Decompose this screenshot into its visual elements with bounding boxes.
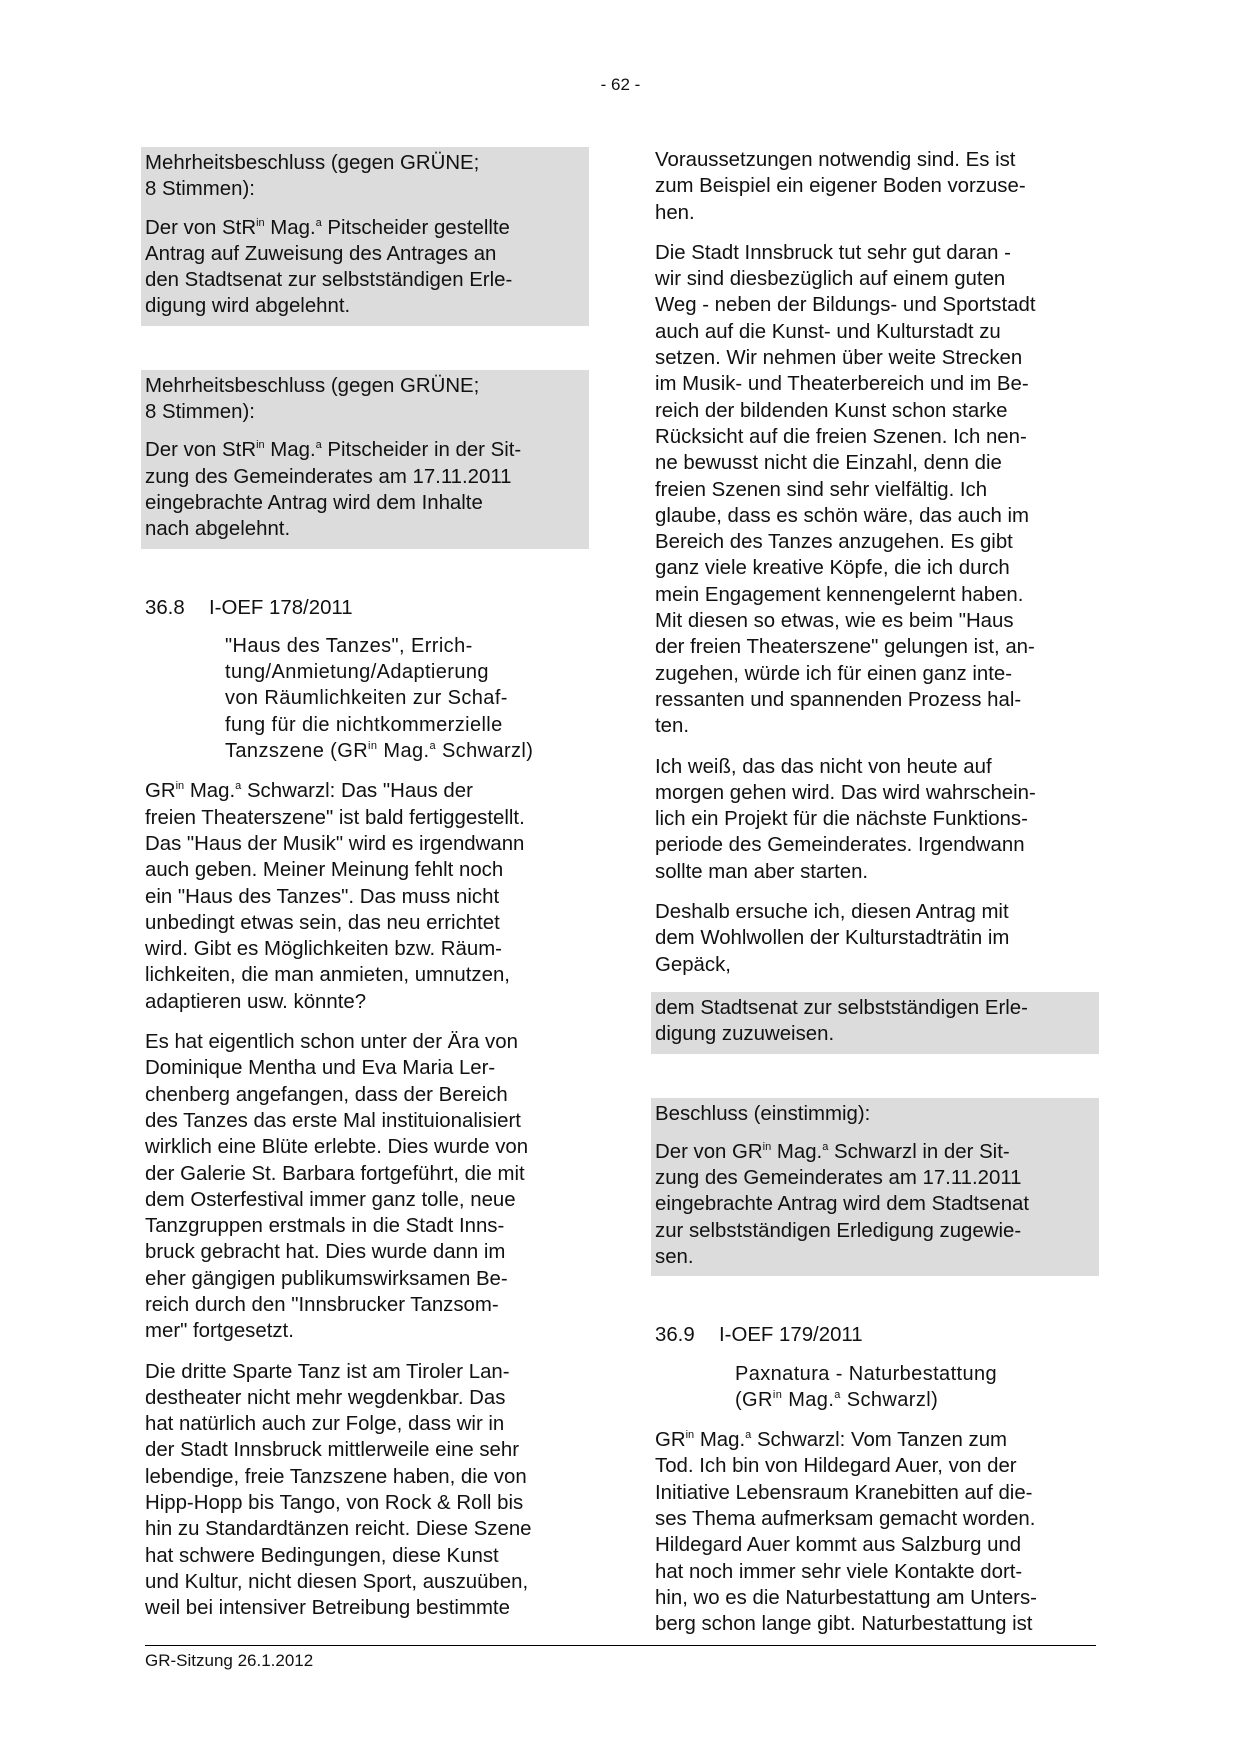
- paragraph: Es hat eigentlich schon unter der Ära von Dominique Mentha und Eva Maria Ler- chenberg angefangen, dass der Bereich des Tanzes das erste Mal instituionalisiert wirklich eine Blüte erlebte. Dies wurde von der Galerie St. Barbara fortgeführt, die mit dem Osterfestival immer ganz tolle, neue Tanzgruppen erstmals in die Stadt Inns- bruck gebracht hat. Dies wurde dann im eher gängigen publikumswirksamen Be- reich durch den "Innsbrucker Tanzsom- mer" fortgesetzt.: [145, 1031, 529, 1343]
- agenda-item-subject: "Haus des Tanzes", Errich- tung/Anmietung/Adaptierung von Räumlichkeiten zur Schaf- fung für die nichtkommerzielle Tanzszene ($GR^{in}$ Mag.$^a$ Schwarzl): [225, 634, 534, 763]
- agenda-item-code: I-OEF 179/2011: [719, 1324, 863, 1347]
- right-column: [655, 147, 1095, 1652]
- footer-text: GR-Sitzung 26.1.2012: [145, 1651, 314, 1670]
- paragraph: $GR^{in}$ Mag.$^a$ Schwarzl: Das "Haus der freien Theaterszene" ist bald fertiggestellt. Das "Haus der Musik" wird es irgendwann auch geben. Meiner Meinung fehlt noch ein "Haus des Tanzes". Das muss nicht unbedingt etwas sein, das neu errichtet wird. Gibt es Möglichkeiten bzw. Räum- lichkeiten, die man anmieten, umnutzen, adaptieren usw. könnte?: [145, 780, 525, 1013]
- left-column: [145, 147, 585, 1636]
- paragraph: $GR^{in}$ Mag.$^a$ Schwarzl: Vom Tanzen zum Tod. Ich bin von Hildegard Auer, von der Initiative Lebensraum Kranebitten auf die- ses Thema aufmerksam gemacht worden. Hildegard Auer kommt aus Salzburg und hat noch immer sehr viele Kontakte dort- hin, wo es die Naturbestattung am Unters- berg schon lange gibt. Naturbestattung ist: [655, 1429, 1037, 1636]
- resolution-heading: Beschluss (einstimmig):: [655, 1102, 871, 1125]
- agenda-item-header: [655, 1322, 1095, 1348]
- resolution-box-1: [141, 147, 589, 326]
- paragraph: Die dritte Sparte Tanz ist am Tiroler Lan- destheater nicht mehr wegdenkbar. Das hat natürlich auch zur Folge, dass wir in der Stadt Innsbruck mittlerweile eine sehr lebendige, freie Tanzszene haben, die von Hipp-Hopp bis Tango, von Rock & Roll bis hin zu Standardtänzen reicht. Diese Szene hat schwere Bedingungen, diese Kunst und Kultur, nicht diesen Sport, auszuüben, weil bei intensiver Betreibung bestimmte: [145, 1360, 532, 1620]
- motion-text: dem Stadtsenat zur selbstständigen Erle- digung zuzuweisen.: [655, 996, 1028, 1046]
- paragraph: Deshalb ersuche ich, diesen Antrag mit dem Wohlwollen der Kulturstadträtin im Gepäck,: [655, 901, 1010, 976]
- resolution-heading: Mehrheitsbeschluss (gegen GRÜNE; 8 Stimmen):: [145, 152, 480, 201]
- resolution-text: Der von $GR^{in}$ Mag.$^a$ Schwarzl in der Sit- zung des Gemeinderates am 17.11.2011 eingebrachte Antrag wird dem Stadtsenat zur selbstständigen Erledigung zugewie- sen.: [655, 1140, 1030, 1268]
- agenda-item-number: 36.9: [655, 1324, 695, 1347]
- agenda-item-header: [145, 595, 585, 621]
- resolution-box-2: [141, 370, 589, 549]
- resolution-text: Der von StR$^{in}$ Mag.$^a$ Pitscheider gestellte Antrag auf Zuweisung des Antrages an den Stadtsenat zur selbstständigen Erle- digung wird abgelehnt.: [145, 216, 513, 318]
- motion-box: [651, 992, 1099, 1054]
- paragraph: Ich weiß, das das nicht von heute auf morgen gehen wird. Das wird wahrschein- lich ein Projekt für die nächste Funktions- periode des Gemeinderates. Irgendwann sollte man aber starten.: [655, 755, 1036, 883]
- paragraph: Die Stadt Innsbruck tut sehr gut daran - wir sind diesbezüglich auf einem guten Weg - neben der Bildungs- und Sportstadt auch auf die Kunst- und Kulturstadt zu setzen. Wir nehmen über weite Strecken im Musik- und Theaterbereich und im Be- reich der bildenden Kunst schon starke Rücksicht auf die freien Szenen. Ich nen- ne bewusst nicht die Einzahl, denn die freien Szenen sind sehr vielfältig. Ich glaube, dass es schön wäre, das auch im Bereich des Tanzes anzugehen. Es gibt ganz viele kreative Köpfe, die ich durch mein Engagement kennengelernt haben. Mit diesen so etwas, wie es beim "Haus der freien Theaterszene" gelungen ist, an- zugehen, würde ich für einen ganz inte- ressanten und spannenden Prozess hal- ten.: [655, 241, 1036, 738]
- paragraph: Voraussetzungen notwendig sind. Es ist zum Beispiel ein eigener Boden vorzuse- hen.: [655, 149, 1026, 224]
- agenda-item-subject: Paxnatura - Naturbestattung ($GR^{in}$ Mag.$^a$ Schwarzl): [735, 1362, 998, 1411]
- agenda-item-code: I-OEF 178/2011: [209, 596, 353, 619]
- resolution-box-3: [651, 1098, 1099, 1277]
- resolution-heading: Mehrheitsbeschluss (gegen GRÜNE; 8 Stimmen):: [145, 374, 480, 424]
- resolution-text: Der von StR$^{in}$ Mag.$^a$ Pitscheider in der Sit- zung des Gemeinderates am 17.11.2011 eingebrachte Antrag wird dem Inhalte nach abgelehnt.: [145, 439, 522, 541]
- agenda-item-number: 36.8: [145, 596, 185, 619]
- footer-rule: [145, 1645, 1096, 1646]
- page-number: - 62 -: [600, 75, 641, 94]
